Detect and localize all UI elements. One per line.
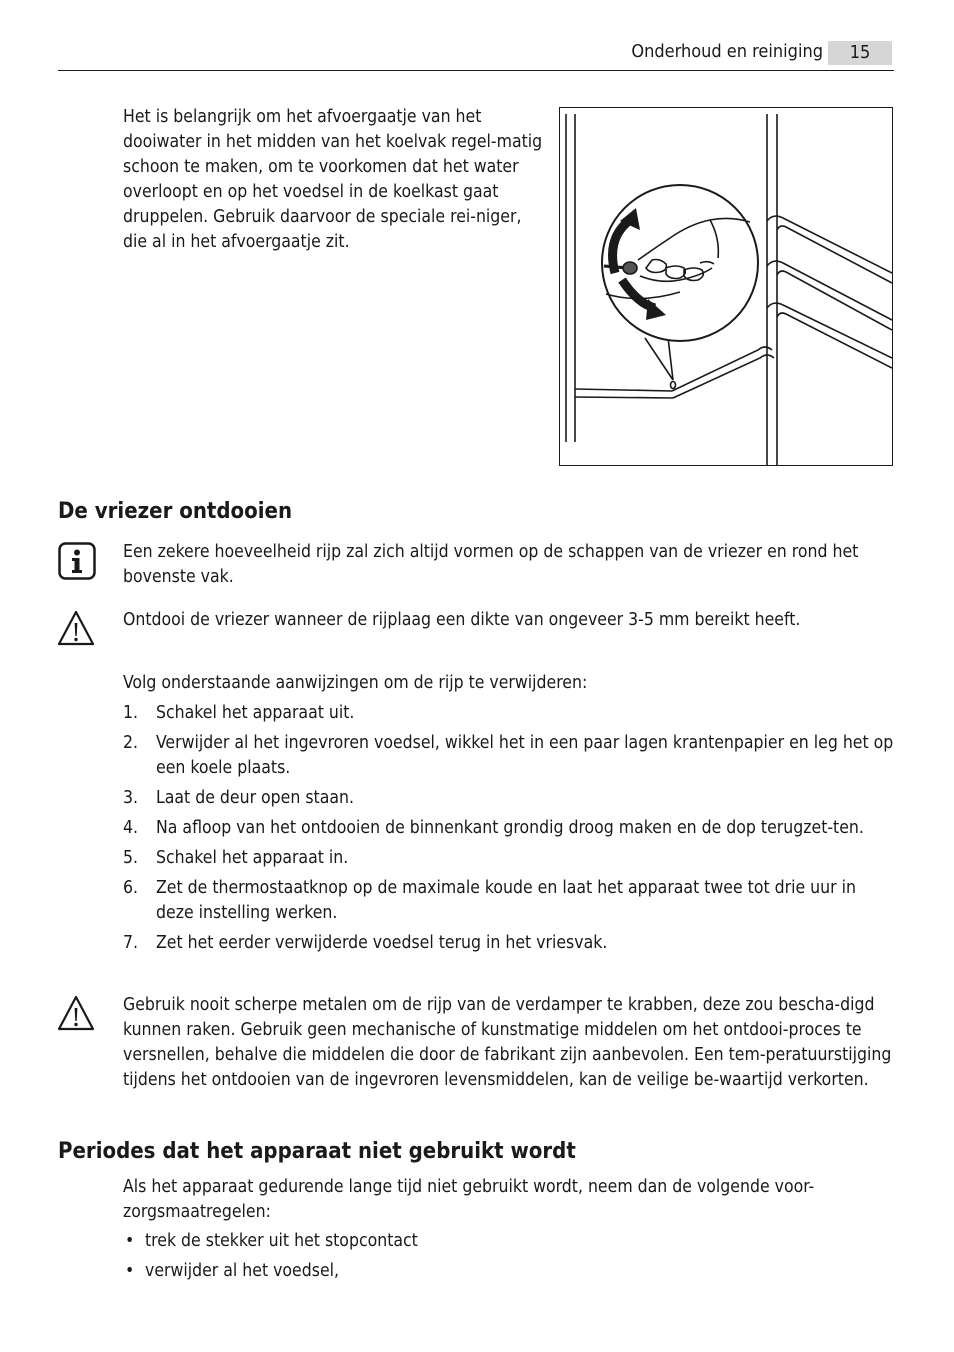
list-item: 5. Schakel het apparaat in. (123, 848, 349, 868)
unused-heading: Periodes dat het apparaat niet gebruikt wordt (58, 1139, 576, 1164)
unused-intro: Als het apparaat gedurende lange tijd niet gebruikt wordt, neem dan de volgende voor-zorgsmaatregelen: (123, 1177, 815, 1222)
info-note: Een zekere hoeveelheid rijp zal zich altijd vormen op de schappen van de vriezer en rond het bovenste vak. (123, 542, 859, 587)
list-item: 1. Schakel het apparaat uit. (123, 703, 355, 723)
unused-bullets (123, 1229, 895, 1289)
intro-paragraph: Het is belangrijk om het afvoergaatje van het dooiwater in het midden van het koelvak regel-matig schoon te maken, om te voorkomen dat het water overloopt en op het voedsel in de koelkast gaat druppelen. Gebruik daarvoor de speciale rei-niger, die al in het afvoergaatje zit. (123, 107, 543, 252)
defrost-heading: De vriezer ontdooien (58, 499, 293, 524)
defrost-steps (123, 701, 895, 961)
header-rule (58, 70, 894, 71)
steps-intro: Volg onderstaande aanwijzingen om de rijp te verwijderen: (123, 673, 588, 693)
list-item: 2. Verwijder al het ingevroren voedsel, wikkel het in een paar lagen krantenpapier en leg het op een koele plaats. (123, 733, 894, 778)
warning-icon (56, 993, 96, 1033)
section-title: Onderhoud en reiniging (631, 41, 823, 62)
list-item: 3. Laat de deur open staan. (123, 788, 354, 808)
info-icon (57, 541, 97, 581)
warning-note: Ontdooi de vriezer wanneer de rijplaag een dikte van ongeveer 3-5 mm bereikt heeft. (123, 610, 801, 630)
list-item: 7. Zet het eerder verwijderde voedsel terug in het vriesvak. (123, 933, 608, 953)
list-item: • trek de stekker uit het stopcontact (125, 1231, 418, 1251)
warning-icon (56, 608, 96, 648)
page-number: 15 (828, 41, 892, 65)
drain-cleaning-illustration (559, 107, 893, 466)
list-item: 6. Zet de thermostaatknop op de maximale koude en laat het apparaat twee tot drie uur in deze instelling werken. (123, 878, 856, 923)
warning-note-2: Gebruik nooit scherpe metalen om de rijp van de verdamper te krabben, deze zou bescha-digd kunnen raken. Gebruik geen mechanische of kunstmatige middelen om het ontdooi-proces te versnellen, behalve die middelen die door de fabrikant zijn aanbevolen. Een tem-peratuurstijging tijdens het ontdooien van de ingevroren levensmiddelen, kan de veilige be-waartijd verkorten. (123, 995, 892, 1090)
list-item: • verwijder al het voedsel, (125, 1261, 340, 1281)
list-item: 4. Na afloop van het ontdooien de binnenkant grondig droog maken en de dop terugzet-ten. (123, 818, 864, 838)
